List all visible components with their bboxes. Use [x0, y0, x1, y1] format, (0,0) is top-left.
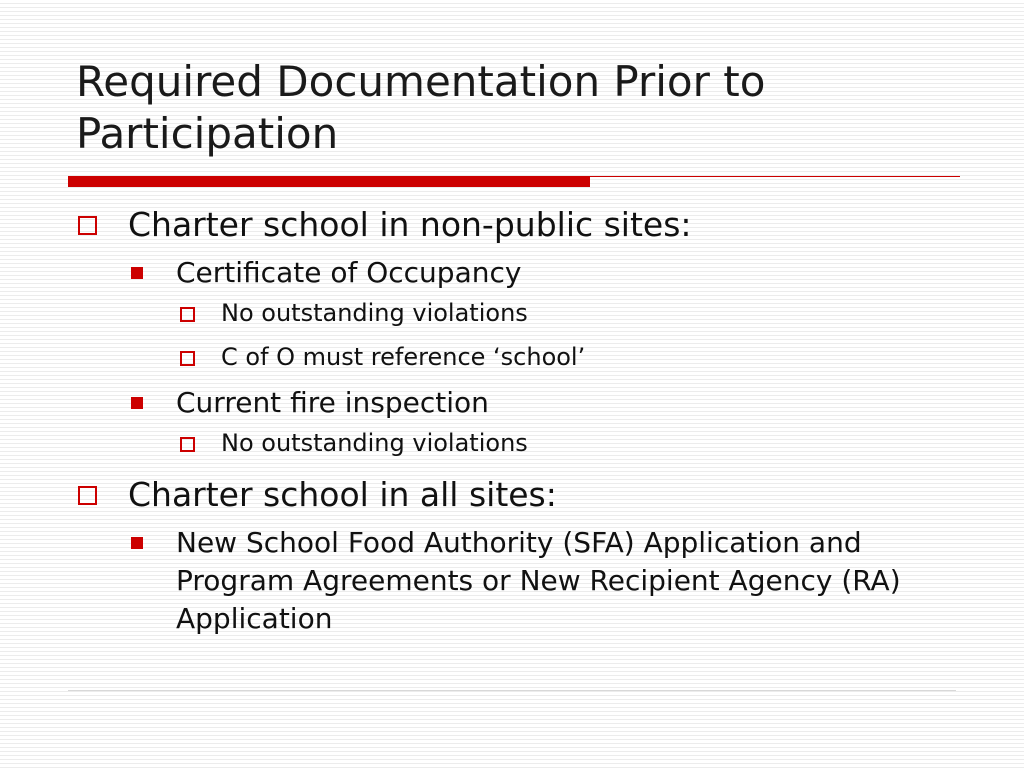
bullet-text: C of O must reference ‘school’ [221, 343, 586, 371]
hollow-square-bullet-icon [78, 216, 97, 235]
footer-divider [68, 690, 956, 691]
bullet-item-level2 [76, 254, 956, 292]
bullet-item-level3 [76, 296, 956, 330]
bullet-item-level1 [76, 204, 956, 246]
bullet-text: Charter school in non-public sites: [128, 205, 692, 244]
bullet-text: No outstanding violations [221, 299, 528, 327]
bullet-text: No outstanding violations [221, 429, 528, 457]
hollow-square-bullet-icon [180, 437, 195, 452]
bullet-item-level2 [76, 384, 956, 422]
bullet-text: Current fire inspection [176, 386, 489, 419]
bullet-item-level3 [76, 426, 956, 460]
bullet-item-level1 [76, 474, 956, 516]
hollow-square-bullet-icon [180, 307, 195, 322]
bullet-text: New School Food Authority (SFA) Application and Program Agreements or New Recipient Agency (RA) Application [176, 526, 901, 635]
filled-square-bullet-icon [131, 397, 143, 409]
slide-body [76, 204, 956, 642]
hollow-square-bullet-icon [78, 486, 97, 505]
title-underline-thick [68, 176, 590, 187]
title-underline-thin [590, 176, 960, 177]
bullet-text: Certificate of Occupancy [176, 256, 522, 289]
slide-title: Required Documentation Prior to Participation [76, 57, 766, 158]
hollow-square-bullet-icon [180, 351, 195, 366]
bullet-item-level3 [76, 340, 956, 374]
filled-square-bullet-icon [131, 537, 143, 549]
bullet-text: Charter school in all sites: [128, 475, 557, 514]
filled-square-bullet-icon [131, 267, 143, 279]
bullet-item-level2 [76, 524, 956, 638]
